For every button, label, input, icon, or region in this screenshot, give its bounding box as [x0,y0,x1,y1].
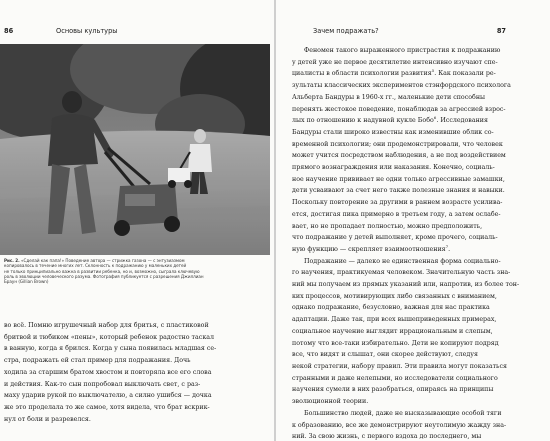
right-body-text [292,45,540,441]
text-line: перенять жестокое поведение, понаблюдав за агрессией взрос- [292,105,506,113]
text-line: адаптации. Даже так, при всех вышеприведенных примерах, [292,316,497,324]
text-line: временной психологии; они продемонстрировали, что человек [292,140,503,148]
text-line: может учится посредством наблюдения, а не под воздействием [292,152,506,160]
text-line: Бандуры стали широко известны как изменившие облик со- [292,128,494,136]
text-line: в ванную, когда я брился. Когда у сына появилась младшая се- [4,345,217,353]
text-line: странными и даже нелепыми, но исследователи социального [292,374,498,382]
text-line: и действия. Как-то сын попробовал выключать свет, с раз- [4,380,201,388]
left-body-text [4,320,262,425]
footnote-marker: 5 [431,68,435,74]
text-line: у детей уже не первое десятилетие интенсивно изучают спе- [292,58,498,66]
text-line: ется, достигая пика примерно в третьем году, а затем ослабе- [292,210,501,218]
footnote-marker: 7 [445,243,449,249]
running-head-left [0,27,274,37]
caption-line: Рис. 2. «Сделай как папа!» Поведение автора — стрижка газона — с энтузиазмом [4,258,185,263]
photo-lawnmowing-illustration [0,44,270,255]
text-line: лых по отношению к надувной кукле Бобо$^6$. Исследования [292,115,488,125]
caption-line: роль в эволюции человеческого разума. Фотография публикуется с разрешения Джиллиан [4,273,204,279]
right-page [276,0,550,441]
text-line: ную функцию — скрепляет взаимоотношения$^7$. [292,243,451,253]
running-head-right [276,27,550,37]
figure-photo [0,44,270,255]
text-line: что подражание у детей выполняет, кроме прочего, социаль- [292,234,498,242]
text-line: ний мы получаем из прямых указаний или, напротив, из более тон- [292,281,520,289]
running-title-right: Зачем подражать? [313,27,379,35]
text-line: стра, подражать ей стал пример для подражания. Дочь [4,357,191,365]
text-line: дети усваивают за счет него также полезные знания и навыки. [292,187,505,195]
text-line: вает, но не пропадает полностью, можно предположить, [292,222,483,230]
text-line: к образованию, все же демонстрируют неутолимую жажду зна- [292,421,507,429]
text-line: циалисты в области психологии развития$^5$. Как показали ре- [292,68,496,78]
text-line: ходила за старшим братом хвостом и повторяла все его слова [4,368,212,376]
text-line: Феномен такого выраженного пристрастия к подражанию [304,47,501,54]
text-line: ний. За свою жизнь, с первого вздоха до последнего, мы [292,433,482,441]
text-line: ное научение прививает не одни только агрессивные замашки, [292,175,505,183]
text-line: некой стратегии, набору правил. Эти правила могут показаться [292,362,507,370]
text-line: зультаты классических экспериментов стэнфордского психолога [292,82,511,90]
text-line: Большинство людей, даже не высказывающие особой тяги [304,409,502,417]
caption-label: Рис. 2. [4,258,20,263]
text-line: Поскольку повторение за другими в раннем возрасте усилива- [292,199,503,207]
page-number-left: 86 [4,27,14,35]
left-page [0,0,274,441]
text-line: бритвой и тюбиком «пены», который ребенок радостно таскал [4,333,215,341]
text-line: го научения, практикуемая человеком. Значительную часть зна- [292,269,511,277]
text-line: все, что видят и слышат, они скорее действуют, следуя [292,351,478,359]
text-line: нул от боли и разревелся. [4,415,91,423]
text-line: во всё. Помню игрушечный набор для бритья, с пластиковой [4,322,209,329]
footnote-marker: 6 [433,115,437,121]
figure-caption [4,258,266,284]
page-number-right: 87 [496,27,506,35]
text-line: же это проделала то же самое, хотя видела, что брат вскрик- [4,403,210,411]
text-line: Подражание — далеко не единственная форма социально- [304,257,501,265]
text-line: социальное научение выглядит иррациональным и слепым, [292,327,493,335]
running-title-left: Основы культуры [56,27,118,35]
caption-line: Браун (Gillian Brown) [4,279,49,285]
caption-line: не только принципиально важна в развитии ребенка, но и, возможно, сыграла ключевую [4,268,200,274]
text-line: прямого вознаграждения или наказания. Конечно, социаль- [292,164,495,172]
text-line: маху ударив рукой по выключателю, а силно ушибся — дочка [4,392,212,400]
text-line: ких процессов, мотивирующих либо связанных с вниманием, [292,292,497,300]
text-line: эволюционной теории. [292,398,369,406]
text-line: потому что все-таки избирательно. Дети не копируют подряд [292,339,499,347]
caption-line: копировалось в течение многих лет. Склонность к подражанию у маленьких детей [4,263,187,269]
text-line: Альберта Бандуры в 1960-х гг., маленькие дети способны [292,93,486,101]
text-line: однако подражание, безусловно, важная для нас практика [292,304,490,312]
text-line: научения сумели в них разобраться, опираясь на принципы [292,386,494,394]
